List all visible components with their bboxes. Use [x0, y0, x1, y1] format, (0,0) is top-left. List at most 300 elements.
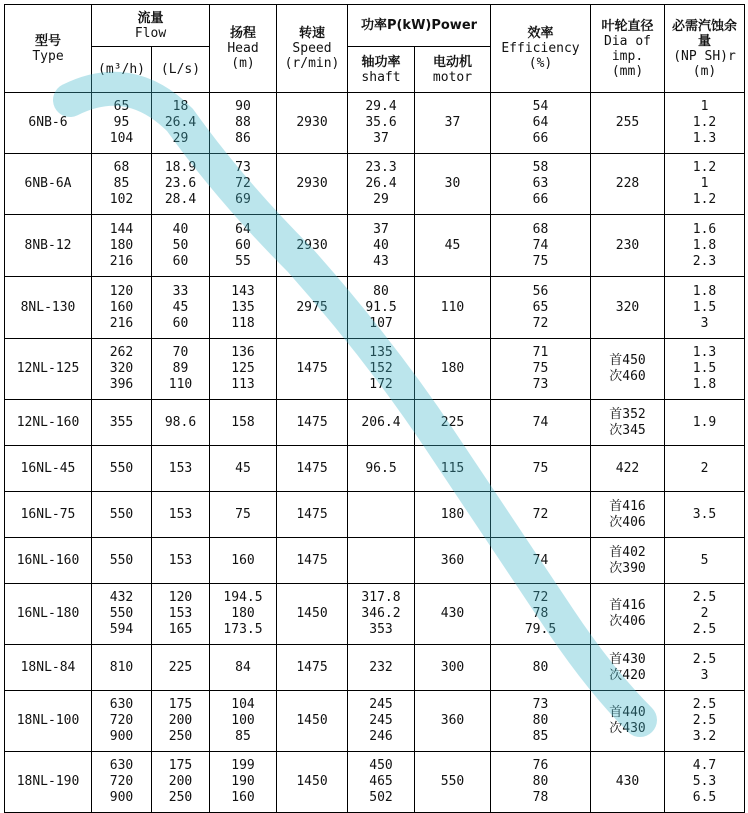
cell-value: 80: [532, 713, 549, 728]
table-row: [5, 752, 745, 813]
cell-dia: [591, 154, 665, 215]
header-efficiency: [491, 5, 591, 93]
cell-value: 300: [440, 659, 465, 675]
cell-value: 110: [168, 377, 193, 392]
cell-value: 2.5: [692, 697, 717, 712]
cell-value: 346.2: [361, 606, 401, 621]
cell-value: 首450: [609, 353, 646, 368]
cell-value: 1450: [296, 774, 328, 789]
cell-value: 206.4: [361, 414, 401, 430]
cell-q-ls: [152, 339, 210, 400]
cell-value: 16NL-160: [16, 552, 80, 568]
cell-head: [210, 645, 277, 691]
cell-value: 262: [109, 345, 134, 360]
cell-q-m3h: [92, 339, 152, 400]
cell-value: 69: [235, 192, 251, 207]
cell-q-ls: [152, 752, 210, 813]
cell-value: 1.5: [692, 299, 717, 315]
cell-motor: [415, 400, 491, 446]
cell-value: 353: [369, 622, 393, 637]
cell-value: 30: [444, 176, 461, 191]
cell-value: 1.9: [692, 414, 717, 430]
table-row: [5, 538, 745, 584]
cell-value: 66: [532, 131, 549, 146]
cell-value: 160: [231, 790, 255, 805]
header-head-cn: 扬程: [229, 26, 256, 41]
cell-value: 68: [113, 160, 130, 175]
header-speed-unit: (r/min): [284, 56, 340, 71]
header-speed-en: Speed: [292, 41, 332, 56]
cell-value: 3: [700, 315, 709, 331]
cell-value: 360: [440, 713, 465, 728]
cell-value: 246: [369, 729, 393, 744]
cell-value: 60: [172, 315, 189, 331]
cell-value: 153: [168, 606, 193, 621]
cell-value: 12NL-125: [16, 361, 80, 376]
cell-value: 135: [231, 299, 255, 315]
cell-value: 160: [109, 299, 134, 315]
cell-value: 2.5: [692, 651, 717, 667]
cell-value: 5: [700, 552, 709, 568]
cell-motor: [415, 584, 491, 645]
cell-shaft: [348, 154, 415, 215]
cell-value: 180: [440, 506, 465, 522]
cell-value: 465: [369, 774, 393, 789]
cell-motor: [415, 645, 491, 691]
header-npsh-cn2: 量: [697, 33, 711, 49]
cell-type: [5, 538, 92, 584]
header-dia-en1: Dia of: [604, 33, 651, 49]
cell-value: 89: [172, 361, 189, 376]
cell-value: 1: [700, 176, 709, 191]
cell-value: 75: [532, 361, 549, 376]
header-flow-en: Flow: [134, 25, 167, 41]
cell-value: 2: [700, 606, 709, 621]
cell-speed: [277, 645, 348, 691]
cell-value: 1.2: [692, 192, 717, 207]
cell-value: 35.6: [365, 115, 397, 130]
table-body: [5, 93, 745, 813]
cell-eff: [491, 645, 591, 691]
cell-value: 58: [532, 160, 549, 175]
table-row: [5, 400, 745, 446]
cell-speed: [277, 752, 348, 813]
cell-value: 29: [172, 131, 189, 146]
cell-motor: [415, 538, 491, 584]
cell-shaft: [348, 645, 415, 691]
cell-value: 29: [373, 192, 389, 207]
table-row: [5, 645, 745, 691]
cell-value: 3.5: [692, 506, 717, 522]
cell-value: 432: [109, 590, 134, 605]
header-flow-ls-text: (L/s): [160, 62, 201, 77]
cell-value: 74: [532, 237, 549, 253]
cell-value: 194.5: [223, 590, 263, 605]
cell-speed: [277, 154, 348, 215]
cell-value: 120: [168, 590, 193, 605]
cell-shaft: [348, 584, 415, 645]
cell-motor: [415, 492, 491, 538]
cell-motor: [415, 93, 491, 154]
table-row: [5, 215, 745, 277]
cell-dia: [591, 93, 665, 154]
cell-q-m3h: [92, 691, 152, 752]
cell-speed: [277, 446, 348, 492]
cell-value: 320: [109, 361, 134, 376]
cell-eff: [491, 752, 591, 813]
cell-q-ls: [152, 538, 210, 584]
cell-npsh: [665, 538, 745, 584]
header-npsh-unit: (m): [692, 63, 717, 79]
cell-value: 2: [700, 460, 709, 476]
cell-value: 430: [615, 774, 640, 789]
cell-value: 65: [532, 299, 549, 315]
cell-shaft: [348, 400, 415, 446]
cell-eff: [491, 492, 591, 538]
cell-value: 135: [369, 345, 393, 360]
cell-shaft: [348, 277, 415, 339]
cell-value: 54: [532, 99, 549, 114]
header-power-title: 功率P(kW)Power: [360, 18, 478, 33]
table-row: [5, 446, 745, 492]
cell-value: 88: [235, 115, 251, 130]
cell-value: 80: [373, 283, 389, 299]
cell-value: 73: [235, 160, 251, 175]
cell-motor: [415, 339, 491, 400]
cell-value: 72: [532, 590, 549, 605]
header-head: [210, 5, 277, 93]
cell-value: 422: [615, 460, 640, 476]
cell-q-ls: [152, 400, 210, 446]
cell-value: 200: [168, 774, 193, 789]
cell-dia: [591, 645, 665, 691]
cell-value: 245: [369, 713, 393, 728]
cell-q-m3h: [92, 446, 152, 492]
cell-value: 550: [109, 606, 134, 621]
cell-q-ls: [152, 645, 210, 691]
cell-eff: [491, 584, 591, 645]
cell-value: 70: [172, 345, 189, 360]
cell-eff: [491, 446, 591, 492]
cell-value: 158: [231, 414, 255, 430]
cell-q-ls: [152, 154, 210, 215]
header-npsh-en: (NP SH)r: [673, 48, 736, 64]
cell-value: 317.8: [361, 590, 401, 605]
cell-head: [210, 215, 277, 277]
header-dia-unit: (mm): [611, 63, 644, 79]
cell-value: 810: [109, 659, 134, 675]
header-flow-ls: [152, 47, 210, 93]
cell-npsh: [665, 691, 745, 752]
cell-value: 80: [532, 659, 549, 675]
header-shaft-cn: 轴功率: [361, 54, 401, 70]
header-flow-cn: 流量: [137, 10, 164, 26]
cell-q-ls: [152, 492, 210, 538]
cell-npsh: [665, 645, 745, 691]
cell-dia: [591, 752, 665, 813]
cell-value: 3.2: [692, 729, 717, 744]
cell-value: 首440: [609, 705, 646, 720]
cell-value: 2.5: [692, 590, 717, 605]
cell-value: 1.3: [692, 131, 717, 146]
cell-type: [5, 446, 92, 492]
cell-value: 1.2: [692, 115, 717, 130]
cell-type: [5, 93, 92, 154]
cell-motor: [415, 277, 491, 339]
cell-head: [210, 154, 277, 215]
cell-npsh: [665, 154, 745, 215]
cell-speed: [277, 215, 348, 277]
cell-speed: [277, 538, 348, 584]
cell-value: 78: [532, 606, 549, 621]
cell-value: 56: [532, 283, 549, 299]
cell-value: 28.4: [164, 192, 197, 207]
cell-eff: [491, 93, 591, 154]
cell-motor: [415, 691, 491, 752]
header-type-en: Type: [32, 48, 64, 64]
cell-value: 550: [109, 506, 134, 522]
cell-value: 55: [235, 253, 251, 269]
cell-value: 216: [109, 253, 134, 269]
cell-value: 2.5: [692, 622, 717, 637]
cell-shaft: [348, 339, 415, 400]
cell-q-ls: [152, 691, 210, 752]
cell-value: 37: [373, 131, 389, 146]
cell-value: 125: [231, 361, 255, 376]
cell-type: [5, 400, 92, 446]
cell-npsh: [665, 400, 745, 446]
cell-value: 173.5: [223, 622, 263, 637]
cell-value: 165: [168, 622, 193, 637]
cell-head: [210, 538, 277, 584]
cell-value: 次420: [609, 667, 646, 683]
cell-value: 630: [109, 758, 134, 773]
cell-value: 6NB-6: [28, 115, 68, 130]
table-row: [5, 277, 745, 339]
header-shaft: [348, 47, 415, 93]
cell-value: 107: [369, 315, 393, 331]
cell-value: 首416: [609, 498, 646, 514]
cell-value: 1: [700, 99, 709, 114]
cell-value: 4.7: [692, 758, 717, 773]
cell-value: 225: [440, 414, 465, 430]
cell-value: 160: [231, 552, 255, 568]
cell-q-m3h: [92, 538, 152, 584]
cell-q-m3h: [92, 492, 152, 538]
cell-eff: [491, 538, 591, 584]
cell-motor: [415, 446, 491, 492]
header-power: [348, 5, 491, 47]
cell-value: 152: [369, 361, 393, 376]
cell-value: 180: [109, 237, 134, 253]
cell-eff: [491, 277, 591, 339]
header-npsh-cn1: 必需汽蚀余: [671, 18, 737, 34]
cell-value: 76: [532, 758, 549, 773]
header-dia-cn: 叶轮直径: [601, 18, 654, 34]
cell-value: 550: [109, 552, 134, 568]
header-speed-cn: 转速: [298, 26, 325, 41]
cell-value: 86: [235, 131, 251, 146]
header-eff-en: Efficiency: [501, 41, 580, 56]
table-header: [5, 5, 745, 93]
cell-value: 360: [440, 552, 465, 568]
cell-value: 900: [109, 790, 134, 805]
cell-value: 26.4: [365, 176, 397, 191]
cell-value: 430: [440, 606, 465, 621]
cell-q-m3h: [92, 400, 152, 446]
cell-value: 63: [532, 176, 549, 191]
cell-value: 66: [532, 192, 549, 207]
cell-value: 1475: [296, 460, 328, 476]
cell-head: [210, 446, 277, 492]
cell-value: 75: [532, 253, 549, 269]
cell-value: 68: [532, 221, 549, 237]
cell-dia: [591, 691, 665, 752]
cell-type: [5, 691, 92, 752]
cell-dia: [591, 277, 665, 339]
pump-spec-table: [4, 4, 745, 813]
cell-dia: [591, 492, 665, 538]
cell-npsh: [665, 446, 745, 492]
cell-value: 85: [235, 729, 251, 744]
cell-q-ls: [152, 277, 210, 339]
cell-type: [5, 277, 92, 339]
cell-dia: [591, 446, 665, 492]
cell-value: 16NL-75: [20, 506, 76, 522]
cell-motor: [415, 215, 491, 277]
cell-shaft: [348, 691, 415, 752]
cell-speed: [277, 691, 348, 752]
cell-value: 18.9: [164, 160, 197, 175]
cell-dia: [591, 215, 665, 277]
cell-value: 37: [444, 115, 461, 130]
cell-value: 43: [373, 253, 389, 269]
cell-value: 110: [440, 299, 465, 315]
cell-value: 45: [172, 299, 189, 315]
cell-value: 45: [444, 237, 461, 253]
cell-speed: [277, 339, 348, 400]
cell-value: 2930: [296, 176, 328, 191]
table-row: [5, 492, 745, 538]
cell-dia: [591, 538, 665, 584]
cell-value: 90: [235, 99, 251, 114]
cell-value: 594: [109, 622, 134, 637]
cell-value: 首402: [609, 544, 646, 560]
header-dia: [591, 5, 665, 93]
cell-value: 1450: [296, 713, 328, 728]
cell-dia: [591, 584, 665, 645]
cell-value: 6NB-6A: [24, 176, 72, 191]
cell-value: 40: [373, 237, 389, 253]
cell-value: 91.5: [365, 299, 397, 315]
cell-value: 12NL-160: [16, 414, 80, 430]
cell-value: 16NL-180: [16, 606, 80, 621]
cell-value: 75: [235, 506, 251, 522]
cell-value: 153: [168, 460, 193, 476]
cell-npsh: [665, 584, 745, 645]
cell-shaft: [348, 752, 415, 813]
cell-shaft: [348, 215, 415, 277]
header-head-unit: (m): [231, 56, 255, 71]
header-eff-cn: 效率: [527, 26, 554, 41]
cell-value: 143: [231, 283, 255, 299]
cell-dia: [591, 400, 665, 446]
cell-value: 630: [109, 697, 134, 712]
cell-value: 1.6: [692, 221, 717, 237]
cell-eff: [491, 400, 591, 446]
cell-value: 232: [369, 659, 393, 675]
header-dia-en2: imp.: [611, 48, 644, 64]
cell-shaft: [348, 93, 415, 154]
cell-value: 1.8: [692, 283, 717, 299]
cell-value: 153: [168, 552, 193, 568]
cell-value: 180: [231, 606, 255, 621]
cell-q-m3h: [92, 584, 152, 645]
cell-value: 5.3: [692, 774, 717, 789]
cell-q-m3h: [92, 645, 152, 691]
cell-speed: [277, 584, 348, 645]
cell-value: 175: [168, 758, 193, 773]
header-shaft-en: shaft: [361, 69, 401, 85]
header-speed: [277, 5, 348, 93]
cell-q-m3h: [92, 215, 152, 277]
table-row: [5, 93, 745, 154]
cell-value: 175: [168, 697, 193, 712]
cell-value: 2930: [296, 115, 328, 130]
cell-value: 1.8: [692, 377, 717, 392]
cell-value: 230: [615, 237, 640, 253]
cell-shaft: [348, 538, 415, 584]
cell-value: 60: [172, 253, 189, 269]
cell-shaft: [348, 492, 415, 538]
cell-head: [210, 93, 277, 154]
cell-value: 720: [109, 774, 134, 789]
cell-q-m3h: [92, 154, 152, 215]
cell-head: [210, 584, 277, 645]
cell-head: [210, 400, 277, 446]
cell-value: 8NL-130: [20, 299, 76, 315]
cell-value: 29.4: [365, 99, 397, 114]
cell-value: 首352: [609, 406, 646, 422]
cell-value: 172: [369, 377, 393, 392]
header-type-cn: 型号: [34, 33, 61, 49]
cell-value: 23.3: [365, 160, 397, 175]
cell-value: 200: [168, 713, 193, 728]
cell-value: 550: [109, 460, 134, 476]
cell-value: 216: [109, 315, 134, 331]
cell-value: 75: [532, 460, 549, 476]
cell-value: 6.5: [692, 790, 717, 805]
cell-shaft: [348, 446, 415, 492]
cell-value: 153: [168, 506, 193, 522]
cell-value: 450: [369, 758, 393, 773]
cell-value: 2930: [296, 237, 328, 253]
cell-value: 18: [172, 99, 189, 114]
cell-value: 550: [440, 774, 465, 789]
cell-value: 65: [113, 99, 130, 114]
cell-value: 113: [231, 377, 255, 392]
cell-value: 225: [168, 659, 193, 675]
cell-type: [5, 339, 92, 400]
header-flow-m3h: [92, 47, 152, 93]
cell-dia: [591, 339, 665, 400]
cell-value: 64: [532, 115, 549, 130]
cell-head: [210, 277, 277, 339]
cell-type: [5, 215, 92, 277]
cell-value: 71: [532, 345, 549, 360]
cell-value: 18NL-100: [16, 713, 80, 728]
cell-value: 16NL-45: [20, 460, 76, 476]
